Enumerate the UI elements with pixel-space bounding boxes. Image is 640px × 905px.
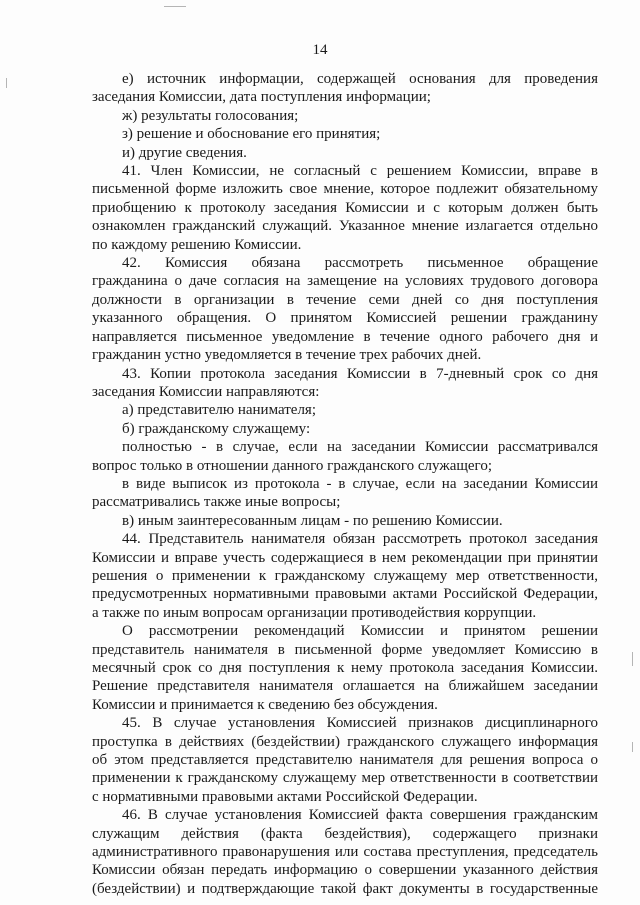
text-line: об этом представляется представителю нанимателя для решения вопроса о [92,752,598,769]
text-line: заседания Комиссии, дата поступления информации; [92,89,431,106]
text-line: рассматривались также иные вопросы; [92,494,341,511]
text-line: полностью - в случае, если на заседании Комиссии рассматривался [122,439,598,456]
text-line: Комиссии и вправе учесть содержащиеся в нем рекомендации при принятии [92,549,598,566]
text-line: указанного обращения. О принятом Комиссией решении гражданину [92,310,598,327]
text-line: месячный срок со дня поступления к нему протокола заседания Комиссии. [92,660,598,676]
text-line: проступка в действиях (бездействии) гражданского служащего информация [92,733,598,750]
text-line: в виде выписок из протокола - в случае, если на заседании Комиссии [122,475,598,492]
text-line: письменной форме изложить свое мнение, которое подлежит обязательному [92,181,598,198]
text-line: а также по иным вопросам организации противодействия коррупции. [92,604,537,621]
text-line: в) иным заинтересованным лицам - по решению Комиссии. [122,512,503,529]
text-line: ж) результаты голосования; [122,107,299,124]
text-line: предусмотренных нормативными правовыми актами Российской Федерации, [92,586,598,603]
text-line: О рассмотрении рекомендаций Комиссии и принятом решении [122,623,598,640]
scan-mark-right-2 [632,742,633,752]
text-line: 45. В случае установления Комиссией признаков дисциплинарного [122,715,598,732]
text-line: представитель нанимателя в письменной форме уведомляет Комиссию в [92,641,598,658]
text-line: е) источник информации, содержащей основания для проведения [122,71,598,87]
text-line: административного правонарушения или состава преступления, председатель [92,844,598,861]
text-line: направляется письменное уведомление в течение одного рабочего дня и [92,328,598,345]
text-line: б) гражданскому служащему: [122,420,311,437]
scan-mark-left [6,78,7,88]
text-line: ознакомлен гражданский служащий. Указанное мнение излагается отдельно [92,218,598,235]
text-line: 42. Комиссия обязана рассмотреть письменное обращение [122,255,598,272]
text-line: з) решение и обоснование его принятия; [122,126,381,143]
text-line: применении к гражданскому служащему мер ответственности в соответствии [92,770,598,787]
text-line: по каждому решению Комиссии. [92,236,302,253]
text-line: 43. Копии протокола заседания Комиссии в 7-дневный срок со дня [122,365,598,382]
text-line: Решение представителя нанимателя оглашается на ближайшем заседании [92,678,598,695]
text-line: Комиссии и принимается к сведению без обсуждения. [92,696,438,713]
text-line: решения о применении к гражданскому служащему мер ответственности, [92,567,598,584]
text-line: должности в организации в течение семи дней со дня поступления [92,291,598,308]
document-body [92,70,598,898]
page-number: 14 [312,42,328,58]
text-line: а) представителю нанимателя; [122,402,317,419]
scan-mark-right [632,652,633,666]
text-line: вопрос только в отношении данного гражданского служащего; [92,457,493,474]
text-line: 44. Представитель нанимателя обязан рассмотреть протокол заседания [122,531,598,548]
text-line: (бездействии) и подтверждающие такой факт документы в государственные [92,880,598,897]
text-line: 41. Член Комиссии, не согласный с решением Комиссии, вправе в [122,163,598,180]
text-line: приобщению к протоколу заседания Комиссии и с которым должен быть [92,199,598,216]
text-line: гражданина о даче согласия на замещение на условиях трудового договора [92,273,598,290]
text-line: заседания Комиссии направляются: [92,383,320,400]
text-line: и) другие сведения. [122,144,247,161]
text-line: служащим действия (факта бездействия), содержащего признаки [92,825,598,842]
text-line: Комиссии обязан передать информацию о совершении указанного действия [92,862,598,879]
scan-mark-top [164,6,186,7]
text-line: гражданин устно уведомляется в течение трех рабочих дней. [92,347,482,364]
text-line: с нормативными правовыми актами Российской Федерации. [92,788,478,805]
text-line: 46. В случае установления Комиссией факта совершения гражданским [122,807,598,824]
